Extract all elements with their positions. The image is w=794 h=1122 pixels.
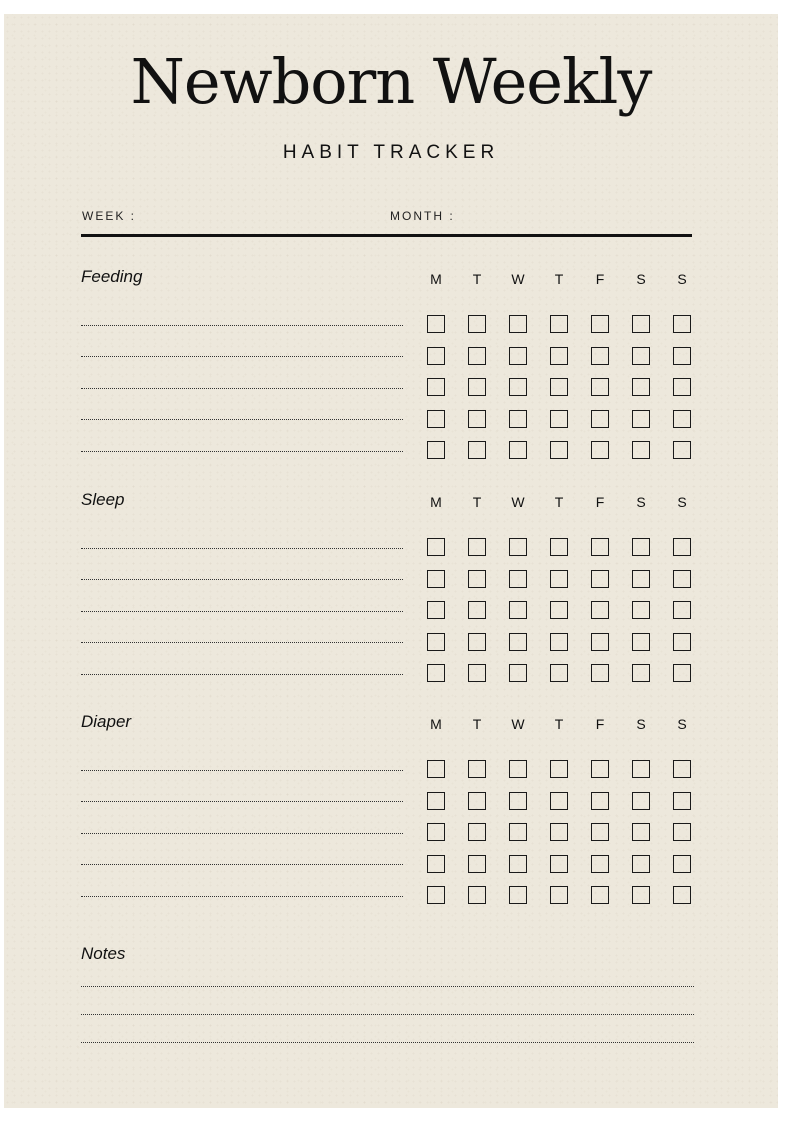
day-checkbox[interactable]: [427, 410, 445, 428]
day-checkbox[interactable]: [427, 378, 445, 396]
day-checkbox[interactable]: [550, 855, 568, 873]
day-checkbox[interactable]: [509, 823, 527, 841]
day-checkbox[interactable]: [468, 823, 486, 841]
day-checkbox[interactable]: [673, 378, 691, 396]
page-title: Newborn Weekly: [130, 45, 652, 118]
day-checkbox[interactable]: [509, 886, 527, 904]
day-checkbox[interactable]: [673, 538, 691, 556]
header-rule: [81, 234, 692, 237]
day-checkbox[interactable]: [591, 410, 609, 428]
day-checkbox[interactable]: [509, 538, 527, 556]
day-header: W: [511, 494, 525, 510]
day-checkbox[interactable]: [427, 823, 445, 841]
day-checkbox[interactable]: [673, 410, 691, 428]
habit-entry-line[interactable]: [81, 611, 403, 612]
week-label: WEEK :: [82, 209, 137, 223]
day-checkbox[interactable]: [632, 760, 650, 778]
day-checkbox[interactable]: [550, 823, 568, 841]
day-checkbox[interactable]: [468, 633, 486, 651]
day-checkbox[interactable]: [468, 538, 486, 556]
day-checkbox[interactable]: [509, 347, 527, 365]
day-header: M: [430, 494, 442, 510]
day-checkbox[interactable]: [468, 378, 486, 396]
notes-line[interactable]: [81, 1014, 694, 1015]
day-checkbox[interactable]: [550, 441, 568, 459]
day-checkbox[interactable]: [550, 347, 568, 365]
day-checkbox[interactable]: [591, 855, 609, 873]
notes-line[interactable]: [81, 1042, 694, 1043]
habit-entry-line[interactable]: [81, 770, 403, 771]
day-checkbox[interactable]: [673, 347, 691, 365]
day-checkbox[interactable]: [632, 410, 650, 428]
day-checkbox[interactable]: [673, 823, 691, 841]
day-checkbox[interactable]: [550, 601, 568, 619]
day-checkbox[interactable]: [427, 633, 445, 651]
page-subtitle: HABIT TRACKER: [282, 142, 500, 163]
day-checkbox[interactable]: [427, 441, 445, 459]
day-checkbox[interactable]: [591, 570, 609, 588]
day-checkbox[interactable]: [632, 886, 650, 904]
habit-entry-line[interactable]: [81, 419, 403, 420]
month-label: MONTH :: [390, 209, 455, 223]
day-checkbox[interactable]: [468, 664, 486, 682]
day-header: T: [554, 271, 564, 287]
day-header: S: [677, 494, 687, 510]
day-header: T: [554, 494, 564, 510]
day-checkbox[interactable]: [509, 570, 527, 588]
day-checkbox[interactable]: [427, 570, 445, 588]
day-checkbox[interactable]: [591, 823, 609, 841]
notes-line[interactable]: [81, 986, 694, 987]
day-header: W: [511, 716, 525, 732]
day-checkbox[interactable]: [550, 760, 568, 778]
day-checkbox[interactable]: [591, 441, 609, 459]
day-checkbox[interactable]: [591, 886, 609, 904]
day-checkbox[interactable]: [509, 410, 527, 428]
day-checkbox[interactable]: [509, 315, 527, 333]
day-checkbox[interactable]: [468, 441, 486, 459]
day-checkbox[interactable]: [550, 633, 568, 651]
day-checkbox[interactable]: [591, 378, 609, 396]
day-checkbox[interactable]: [509, 601, 527, 619]
day-header: W: [511, 271, 525, 287]
day-checkbox[interactable]: [509, 378, 527, 396]
day-checkbox[interactable]: [468, 760, 486, 778]
day-checkbox[interactable]: [550, 410, 568, 428]
day-checkbox[interactable]: [509, 633, 527, 651]
day-checkbox[interactable]: [468, 792, 486, 810]
section-title: Sleep: [81, 490, 125, 509]
day-checkbox[interactable]: [427, 347, 445, 365]
day-checkbox[interactable]: [632, 347, 650, 365]
day-checkbox[interactable]: [591, 633, 609, 651]
day-checkbox[interactable]: [673, 570, 691, 588]
day-checkbox[interactable]: [632, 601, 650, 619]
day-header: S: [677, 271, 687, 287]
day-header: T: [554, 716, 564, 732]
day-checkbox[interactable]: [591, 792, 609, 810]
day-checkbox[interactable]: [468, 347, 486, 365]
day-checkbox[interactable]: [427, 760, 445, 778]
section-title: Diaper: [81, 712, 132, 731]
day-checkbox[interactable]: [591, 664, 609, 682]
day-header: S: [677, 716, 687, 732]
day-checkbox[interactable]: [591, 760, 609, 778]
day-header: T: [472, 271, 482, 287]
day-checkbox[interactable]: [550, 664, 568, 682]
habit-entry-line[interactable]: [81, 896, 403, 897]
day-checkbox[interactable]: [632, 315, 650, 333]
day-header: S: [636, 716, 646, 732]
day-checkbox[interactable]: [468, 855, 486, 873]
day-checkbox[interactable]: [673, 315, 691, 333]
day-checkbox[interactable]: [427, 792, 445, 810]
day-header: M: [430, 271, 442, 287]
day-checkbox[interactable]: [632, 792, 650, 810]
day-header: S: [636, 494, 646, 510]
day-checkbox[interactable]: [673, 886, 691, 904]
habit-entry-line[interactable]: [81, 325, 403, 326]
day-checkbox[interactable]: [632, 538, 650, 556]
day-checkbox[interactable]: [673, 441, 691, 459]
day-checkbox[interactable]: [632, 570, 650, 588]
habit-entry-line[interactable]: [81, 579, 403, 580]
day-checkbox[interactable]: [673, 633, 691, 651]
day-checkbox[interactable]: [591, 538, 609, 556]
day-checkbox[interactable]: [427, 855, 445, 873]
day-checkbox[interactable]: [632, 664, 650, 682]
day-checkbox[interactable]: [509, 760, 527, 778]
habit-entry-line[interactable]: [81, 451, 403, 452]
day-header: F: [595, 494, 605, 510]
day-checkbox[interactable]: [632, 633, 650, 651]
habit-entry-line[interactable]: [81, 642, 403, 643]
day-checkbox[interactable]: [509, 792, 527, 810]
day-checkbox[interactable]: [673, 601, 691, 619]
day-checkbox[interactable]: [673, 664, 691, 682]
day-checkbox[interactable]: [468, 315, 486, 333]
habit-entry-line[interactable]: [81, 674, 403, 675]
day-checkbox[interactable]: [468, 886, 486, 904]
day-checkbox[interactable]: [632, 823, 650, 841]
day-checkbox[interactable]: [632, 441, 650, 459]
day-checkbox[interactable]: [468, 601, 486, 619]
habit-entry-line[interactable]: [81, 548, 403, 549]
day-checkbox[interactable]: [427, 601, 445, 619]
day-checkbox[interactable]: [550, 315, 568, 333]
day-checkbox[interactable]: [632, 378, 650, 396]
day-checkbox[interactable]: [427, 538, 445, 556]
day-checkbox[interactable]: [509, 664, 527, 682]
habit-entry-line[interactable]: [81, 356, 403, 357]
day-header: S: [636, 271, 646, 287]
day-checkbox[interactable]: [550, 886, 568, 904]
notes-title: Notes: [81, 944, 126, 963]
day-checkbox[interactable]: [673, 760, 691, 778]
day-header: M: [430, 716, 442, 732]
habit-entry-line[interactable]: [81, 388, 403, 389]
day-checkbox[interactable]: [591, 601, 609, 619]
day-checkbox[interactable]: [550, 538, 568, 556]
day-header: T: [472, 716, 482, 732]
day-checkbox[interactable]: [591, 347, 609, 365]
day-header: T: [472, 494, 482, 510]
habit-entry-line[interactable]: [81, 833, 403, 834]
day-checkbox[interactable]: [550, 570, 568, 588]
day-checkbox[interactable]: [509, 441, 527, 459]
day-checkbox[interactable]: [509, 855, 527, 873]
day-checkbox[interactable]: [427, 664, 445, 682]
day-checkbox[interactable]: [673, 855, 691, 873]
day-checkbox[interactable]: [468, 570, 486, 588]
day-checkbox[interactable]: [550, 378, 568, 396]
day-checkbox[interactable]: [673, 792, 691, 810]
day-checkbox[interactable]: [427, 315, 445, 333]
day-checkbox[interactable]: [591, 315, 609, 333]
day-checkbox[interactable]: [468, 410, 486, 428]
section-title: Feeding: [81, 267, 143, 286]
day-header: F: [595, 716, 605, 732]
habit-entry-line[interactable]: [81, 801, 403, 802]
day-checkbox[interactable]: [632, 855, 650, 873]
habit-entry-line[interactable]: [81, 864, 403, 865]
day-header: F: [595, 271, 605, 287]
day-checkbox[interactable]: [427, 886, 445, 904]
tracker-sheet: [4, 14, 778, 1108]
day-checkbox[interactable]: [550, 792, 568, 810]
